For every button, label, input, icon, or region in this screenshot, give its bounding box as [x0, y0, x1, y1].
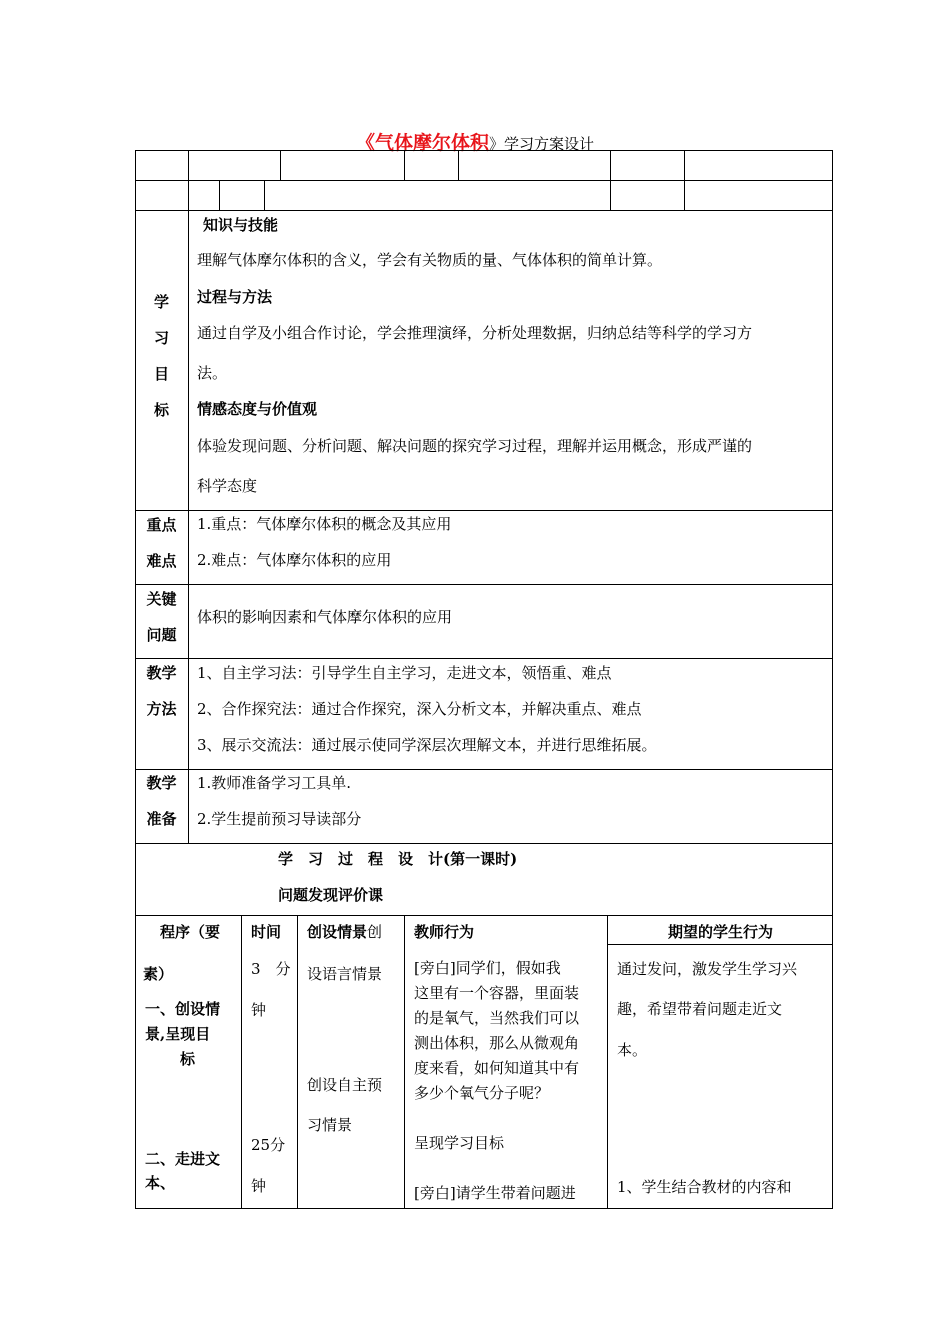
teacher-line-8: [旁白]请学生带着问题进: [414, 1184, 576, 1202]
focus-label-2: 难点: [146, 552, 177, 570]
teacher-line-4: 测出体积，那么从微观角: [414, 1034, 580, 1052]
procedure-step1-line2: 景,呈现目: [145, 1025, 211, 1043]
objectives-label-2: 习: [153, 329, 169, 347]
cell-divider: [610, 150, 611, 210]
key-label-1: 关键: [146, 590, 177, 608]
objectives-label-4: 标: [153, 401, 169, 419]
method-item-2: 2、合作探究法：通过合作探究，深入分析文本，并解决重点、难点: [197, 700, 642, 718]
cell-divider: [188, 150, 189, 210]
objective-text-knowledge: 理解气体摩尔体积的含义，学会有关物质的量、气体体积的简单计算。: [197, 251, 663, 269]
row-divider: [135, 210, 833, 211]
table-border-top: [135, 150, 833, 151]
situation-1: 设语言情景: [307, 965, 383, 983]
objectives-label-3: 目: [153, 365, 169, 383]
prep-label-1: 教学: [146, 774, 177, 792]
focus-key-point: 1.重点：气体摩尔体积的概念及其应用: [197, 515, 452, 533]
situation-2-line1: 创设自主预: [307, 1076, 383, 1094]
key-question-text: 体积的影响因素和气体摩尔体积的应用: [197, 608, 453, 626]
col-header-procedure: 程序（要: [160, 923, 221, 941]
teacher-line-5: 度来看，如何知道其中有: [414, 1059, 580, 1077]
col-header-situation-tail: 创: [367, 923, 383, 941]
objective-heading-attitude: 情感态度与价值观: [197, 400, 318, 418]
cell-divider: [458, 150, 459, 180]
procedure-cont: 素）: [143, 965, 174, 983]
col-divider: [607, 915, 608, 1208]
row-divider: [135, 915, 833, 916]
cell-divider: [219, 180, 220, 210]
student-line-1: 通过发问，激发学生学习兴: [617, 960, 798, 978]
process-title: 学 习 过 程 设 计(第一课时): [278, 850, 518, 868]
time-1-line2: 钟: [251, 1001, 267, 1019]
cell-divider: [280, 150, 281, 180]
col-divider: [404, 915, 405, 1208]
row-divider: [135, 658, 833, 659]
col-header-situation: [307, 921, 382, 942]
label-column-divider: [188, 210, 189, 843]
time-2-line1: 25分: [251, 1136, 286, 1154]
objective-text-attitude-1: 体验发现问题、分析问题、解决问题的探究学习过程，理解并运用概念，形成严谨的: [197, 437, 753, 455]
col-header-situation-bold: 创设情景: [307, 923, 368, 941]
time-1-line1: 3 分: [251, 960, 291, 978]
cell-divider: [264, 180, 265, 210]
col-divider: [241, 915, 242, 1208]
row-divider: [135, 180, 833, 181]
objective-heading-knowledge: 知识与技能: [203, 216, 279, 234]
procedure-step2-line1: 二、走进文: [145, 1150, 221, 1168]
teacher-line-1: [旁白]同学们，假如我: [414, 959, 561, 977]
prep-item-2: 2.学生提前预习导读部分: [197, 810, 362, 828]
time-2-line2: 钟: [251, 1177, 267, 1195]
teacher-line-6: 多少个氧气分子呢？: [414, 1084, 550, 1102]
focus-difficult-point: 2.难点：气体摩尔体积的应用: [197, 551, 392, 569]
col-divider: [297, 915, 298, 1208]
method-label-1: 教学: [146, 664, 177, 682]
method-item-1: 1、自主学习法：引导学生自主学习，走进文本，领悟重、难点: [197, 664, 612, 682]
cell-divider: [404, 150, 405, 180]
key-label-2: 问题: [146, 626, 177, 644]
teacher-line-7: 呈现学习目标: [414, 1134, 505, 1152]
header-row-divider: [607, 944, 833, 945]
method-item-3: 3、展示交流法：通过展示使同学深层次理解文本，并进行思维拓展。: [197, 736, 657, 754]
student-line-3: 本。: [617, 1041, 648, 1059]
process-subtitle: 问题发现评价课: [278, 886, 384, 904]
row-divider: [135, 510, 833, 511]
objective-text-process-1: 通过自学及小组合作讨论，学会推理演绎，分析处理数据，归纳总结等科学的学习方: [197, 324, 753, 342]
title-rest: 》学习方案设计: [489, 135, 595, 153]
title-red: 《气体摩尔体积: [355, 132, 489, 154]
teacher-line-2: 这里有一个容器，里面装: [414, 984, 580, 1002]
prep-label-2: 准备: [146, 810, 177, 828]
procedure-step2-line2: 本、: [145, 1174, 176, 1192]
student-line-4: 1、学生结合教材的内容和: [617, 1178, 792, 1196]
method-label-2: 方法: [146, 700, 177, 718]
objective-text-attitude-2: 科学态度: [197, 477, 258, 495]
col-header-student: 期望的学生行为: [668, 923, 774, 941]
focus-label-1: 重点: [146, 516, 177, 534]
procedure-step1-line1: 一、创设情: [145, 1000, 221, 1018]
cell-divider: [684, 150, 685, 210]
prep-item-1: 1.教师准备学习工具单.: [197, 774, 352, 792]
situation-2-line2: 习情景: [307, 1116, 353, 1134]
table-border-right: [832, 150, 833, 1208]
table-border-bottom: [135, 1208, 833, 1209]
objectives-label-1: 学: [153, 293, 169, 311]
row-divider: [135, 769, 833, 770]
objective-text-process-2: 法。: [197, 364, 228, 382]
col-header-teacher: 教师行为: [414, 923, 475, 941]
objective-heading-process: 过程与方法: [197, 288, 273, 306]
student-line-2: 趣，希望带着问题走近文: [617, 1000, 783, 1018]
row-divider: [135, 843, 833, 844]
procedure-step1-line3: 标: [180, 1050, 196, 1068]
col-header-time: 时间: [251, 923, 282, 941]
teacher-line-3: 的是氧气，当然我们可以: [414, 1009, 580, 1027]
row-divider: [135, 584, 833, 585]
